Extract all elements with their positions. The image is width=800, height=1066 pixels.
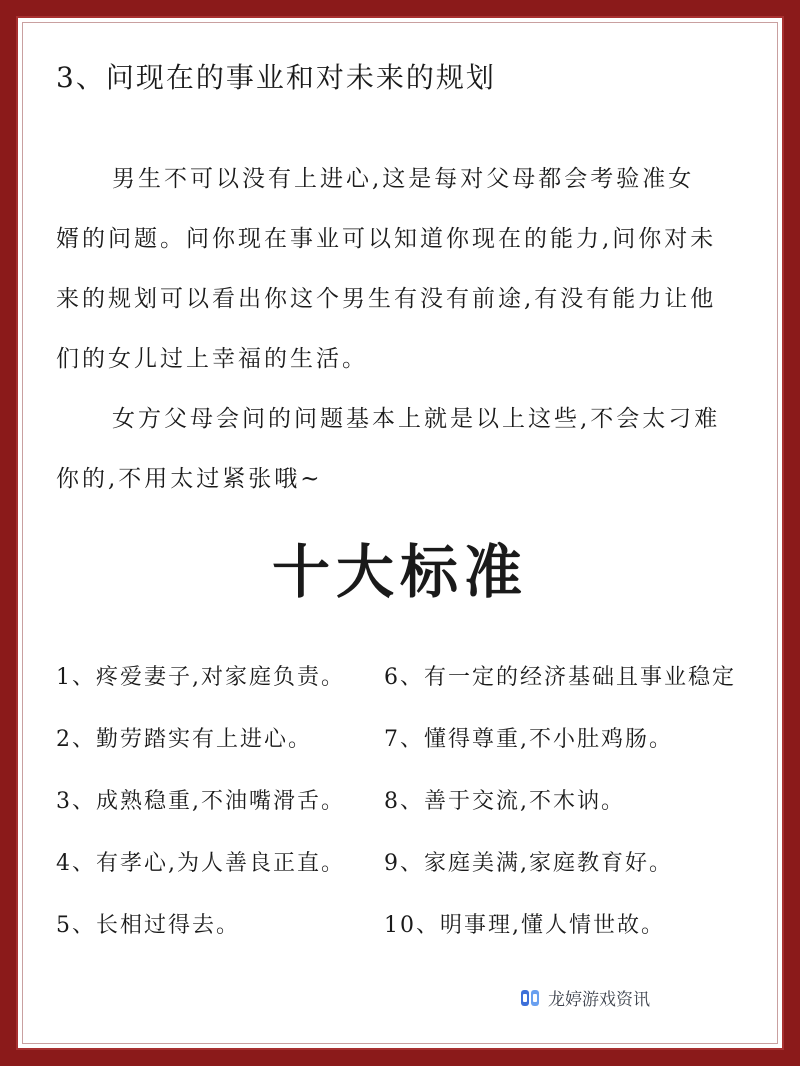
standard-item-4: 4、有孝心,为人善良正直。 bbox=[56, 851, 345, 876]
standards-title: 十大标准 bbox=[271, 538, 528, 606]
section-heading: 3、问现在的事业和对未来的规划 bbox=[56, 61, 496, 94]
paragraph-2-line-2: 你的,不用太过紧张哦~ bbox=[56, 466, 323, 492]
standard-item-9: 9、家庭美满,家庭教育好。 bbox=[384, 851, 673, 876]
paragraph-2-line-1: 女方父母会问的问题基本上就是以上这些,不会太刁难 bbox=[112, 406, 721, 432]
standard-item-8: 8、善于交流,不木讷。 bbox=[384, 789, 625, 814]
standard-item-3: 3、成熟稳重,不油嘴滑舌。 bbox=[56, 789, 345, 814]
paragraph-1-line-4: 们的女儿过上幸福的生活。 bbox=[56, 346, 368, 372]
watermark bbox=[520, 985, 650, 1010]
paragraph-1-line-1: 男生不可以没有上进心,这是每对父母都会考验准女 bbox=[112, 166, 695, 192]
watermark-text: 龙婷游戏资讯 bbox=[548, 990, 650, 1010]
paragraph-1-line-2: 婿的问题。问你现在事业可以知道你现在的能力,问你对未 bbox=[56, 226, 717, 252]
paragraph-1-line-3: 来的规划可以看出你这个男生有没有前途,有没有能力让他 bbox=[56, 286, 717, 312]
standard-item-5: 5、长相过得去。 bbox=[56, 913, 240, 938]
standard-item-2: 2、勤劳踏实有上进心。 bbox=[56, 727, 312, 752]
standard-item-1: 1、疼爱妻子,对家庭负责。 bbox=[56, 665, 345, 690]
standard-item-7: 7、懂得尊重,不小肚鸡肠。 bbox=[384, 727, 673, 752]
brand-logo-icon bbox=[520, 987, 542, 1009]
standard-item-6: 6、有一定的经济基础且事业稳定 bbox=[384, 665, 736, 690]
standard-item-10: 10、明事理,懂人情世故。 bbox=[384, 913, 665, 938]
